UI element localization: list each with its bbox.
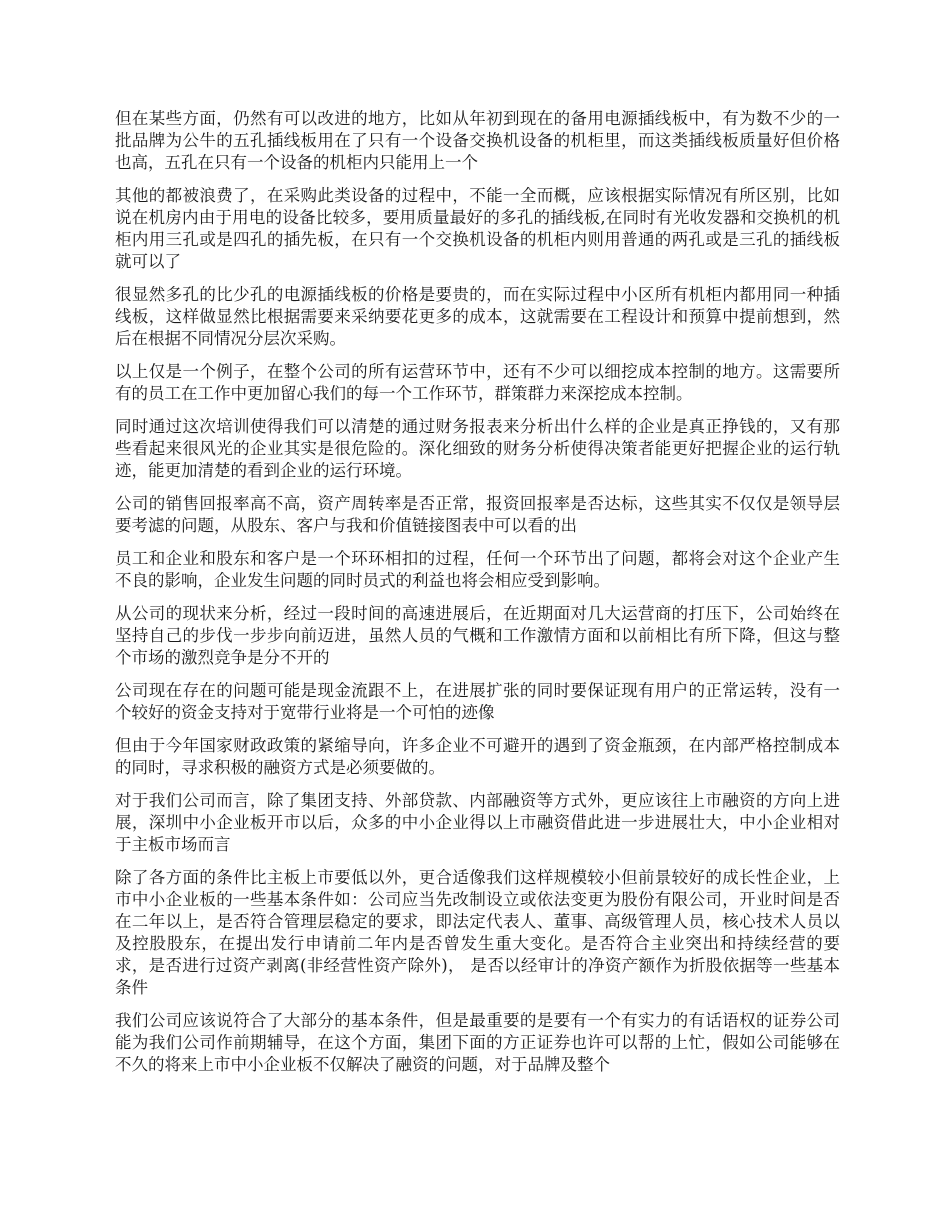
paragraph-12: 除了各方面的条件比主板上市要低以外，更合适像我们这样规模较小但前景较好的成长性企业，上市中小企业板的一些基本条件如：公司应当先改制设立或依法变更为股份有限公司，开业时间是否在二年以上，是否符合管理层稳定的要求，即法定代表人、董事、高级管理人员，核心技术人员以及控股股东，在提出发行申请前二年内是否曾发生重大变化。是否符合主业突出和持续经营的要求，是否进行过资产剥离(非经营性资产除外)， 是否以经审计的净资产额作为折股依据等一些基本条件 <box>115 868 840 997</box>
paragraph-3: 很显然多孔的比少孔的电源插线板的价格是要贵的，而在实际过程中小区所有机柜内都用同一种插线板，这样做显然比根据需要来采纳要花更多的成本，这就需要在工程设计和预算中提前想到，然后在根据不同情况分层次采购。 <box>115 285 840 348</box>
paragraph-7: 员工和企业和股东和客户是一个环环相扣的过程，任何一个环节出了问题，都将会对这个企业产生不良的影响，企业发生问题的同时员式的利益也将会相应受到影响。 <box>115 549 840 590</box>
paragraph-13: 我们公司应该说符合了大部分的基本条件，但是最重要的是要有一个有实力的有话语权的证券公司能为我们公司作前期辅导，在这个方面，集团下面的方正证券也许可以帮的上忙，假如公司能够在不久的将来上市中小企业板不仅解决了融资的问题，对于品牌及整个 <box>115 1011 840 1074</box>
paragraph-1: 但在某些方面，仍然有可以改进的地方，比如从年初到现在的备用电源插线板中，有为数不少的一批品牌为公牛的五孔插线板用在了只有一个设备交换机设备的机柜里，而这类插线板质量好但价格也高，五孔在只有一个设备的机柜内只能用上一个 <box>115 109 840 172</box>
paragraph-11: 对于我们公司而言，除了集团支持、外部贷款、内部融资等方式外，更应该往上市融资的方向上进展，深圳中小企业板开市以后，众多的中小企业得以上市融资借此进一步进展壮大，中小企业相对于主板市场而言 <box>115 791 840 854</box>
paragraph-6: 公司的销售回报率高不高，资产周转率是否正常，报资回报率是否达标，这些其实不仅仅是领导层要考滤的问题，从股东、客户与我和价值链接图表中可以看的出 <box>115 494 840 535</box>
paragraph-10: 但由于今年国家财政政策的紧缩导向，许多企业不可避开的遇到了资金瓶颈，在内部严格控制成本的同时，寻求积极的融资方式是必须要做的。 <box>115 736 840 777</box>
document-page <box>115 108 840 1087</box>
paragraph-5: 同时通过这次培训使得我们可以清楚的通过财务报表来分析出什么样的企业是真正挣钱的，又有那些看起来很风光的企业其实是很危险的。深化细致的财务分析使得决策者能更好把握企业的运行轨迹，能更加清楚的看到企业的运行环境。 <box>115 417 840 480</box>
paragraph-9: 公司现在存在的问题可能是现金流跟不上，在进展扩张的同时要保证现有用户的正常运转，没有一个较好的资金支持对于宽带行业将是一个可怕的迹像 <box>115 681 840 722</box>
paragraph-8: 从公司的现状来分析，经过一段时间的高速进展后，在近期面对几大运营商的打压下，公司始终在坚持自己的步伐一步步向前迈进，虽然人员的气概和工作激情方面和以前相比有所下降，但这与整个市场的激烈竞争是分不开的 <box>115 604 840 667</box>
paragraph-4: 以上仅是一个例子，在整个公司的所有运营环节中，还有不少可以细挖成本控制的地方。这需要所有的员工在工作中更加留心我们的每一个工作环节，群策群力来深挖成本控制。 <box>115 362 840 403</box>
paragraph-2: 其他的都被浪费了，在采购此类设备的过程中，不能一全而概，应该根据实际情况有所区别，比如说在机房内由于用电的设备比较多，要用质量最好的多孔的插线板,在同时有光收发器和交换机的机柜内用三孔或是四孔的插先板，在只有一个交换机设备的机柜内则用普通的两孔或是三孔的插线板就可以了 <box>115 186 840 271</box>
